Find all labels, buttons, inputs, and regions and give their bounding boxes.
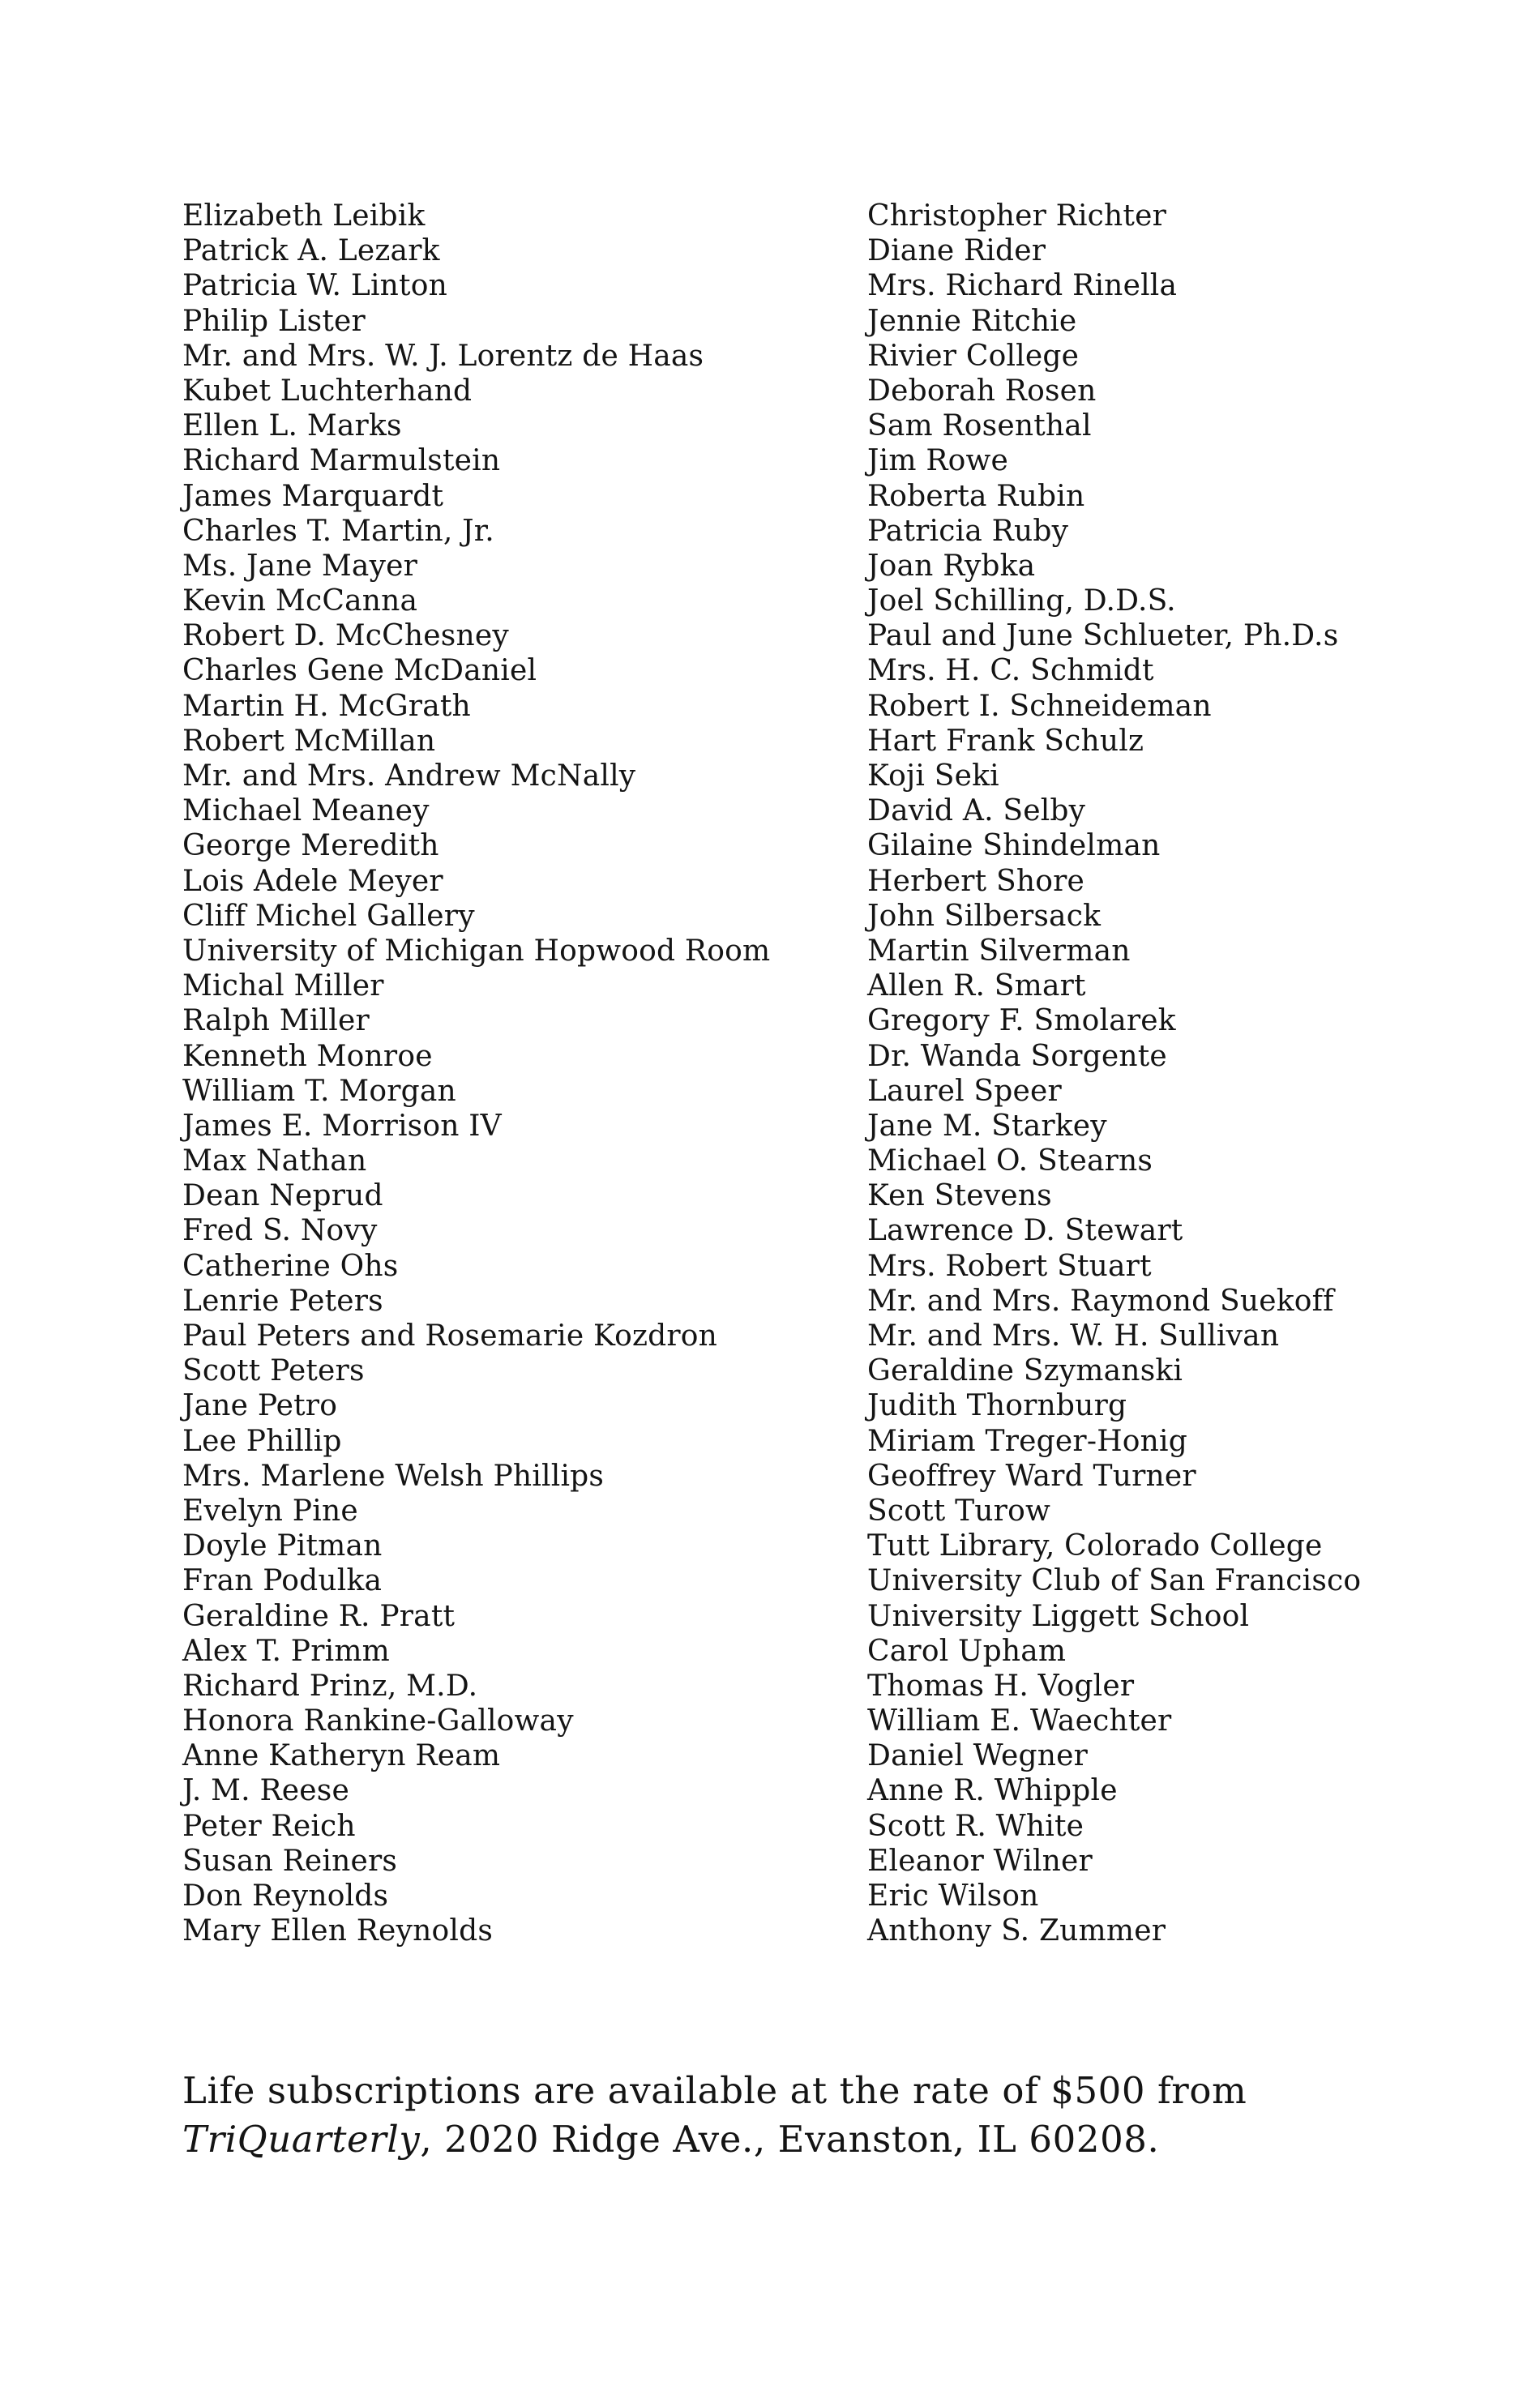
subscriber-name: Eric Wilson [867, 1879, 1039, 1913]
subscriber-name: Ellen L. Marks [182, 409, 402, 443]
subscriber-name: Thomas H. Vogler [867, 1669, 1135, 1703]
subscriber-name: Jennie Ritchie [867, 304, 1077, 338]
subscriber-name: Evelyn Pine [182, 1494, 358, 1528]
subscriber-name: Mrs. Robert Stuart [867, 1249, 1152, 1283]
subscriber-name: Lee Phillip [182, 1424, 342, 1458]
subscriber-name: Judith Thornburg [867, 1389, 1127, 1423]
subscriber-name: Ralph Miller [182, 1004, 370, 1038]
subscriber-name: James E. Morrison IV [182, 1109, 502, 1143]
subscriber-name: Christopher Richter [867, 199, 1167, 233]
subscription-note-line-1: Life subscriptions are available at the rate of $500 from [182, 2069, 1247, 2112]
subscriber-name: Lenrie Peters [182, 1284, 383, 1318]
subscriber-name: William T. Morgan [182, 1074, 456, 1108]
publication-address: , 2020 Ridge Ave., Evanston, IL 60208. [420, 2118, 1160, 2161]
subscriber-list-left [182, 199, 831, 1948]
subscriber-name: Anne R. Whipple [867, 1774, 1118, 1808]
subscriber-name: Geraldine R. Pratt [182, 1599, 456, 1633]
subscriber-name: University of Michigan Hopwood Room [182, 934, 771, 968]
subscriber-name: Charles Gene McDaniel [182, 654, 537, 688]
subscription-note [182, 2067, 1479, 2164]
subscriber-name: Herbert Shore [867, 864, 1085, 898]
subscriber-name: Jim Rowe [867, 444, 1009, 478]
subscriber-name: Mrs. Marlene Welsh Phillips [182, 1459, 605, 1493]
subscriber-name: Mrs. H. C. Schmidt [867, 654, 1154, 688]
subscriber-name: William E. Waechter [867, 1704, 1172, 1738]
subscriber-name: Paul Peters and Rosemarie Kozdron [182, 1319, 718, 1353]
subscriber-name: Don Reynolds [182, 1879, 389, 1913]
subscriber-name: Geraldine Szymanski [867, 1354, 1183, 1388]
subscriber-name: Mr. and Mrs. Raymond Suekoff [867, 1284, 1334, 1318]
subscriber-name: Elizabeth Leibik [182, 199, 426, 233]
subscriber-name: Rivier College [867, 339, 1080, 373]
subscriber-name: Mr. and Mrs. Andrew McNally [182, 759, 636, 793]
subscriber-name: Cliff Michel Gallery [182, 899, 475, 933]
subscriber-name: Tutt Library, Colorado College [867, 1529, 1323, 1563]
subscriber-name: Jane M. Starkey [867, 1109, 1107, 1143]
subscriber-name: Philip Lister [182, 304, 366, 338]
subscriber-name: Anne Katheryn Ream [182, 1739, 501, 1773]
subscription-note-line-2 [182, 2115, 1479, 2164]
subscriber-name: Miriam Treger-Honig [867, 1424, 1188, 1458]
subscriber-name: Sam Rosenthal [867, 409, 1092, 443]
subscriber-name: Mr. and Mrs. W. H. Sullivan [867, 1319, 1280, 1353]
subscriber-name: Diane Rider [867, 234, 1046, 268]
subscriber-name: Mr. and Mrs. W. J. Lorentz de Haas [182, 339, 704, 373]
subscriber-name: John Silbersack [867, 899, 1102, 933]
subscriber-name: Robert I. Schneideman [867, 689, 1212, 723]
subscriber-name: Catherine Ohs [182, 1249, 399, 1283]
subscriber-name: Dr. Wanda Sorgente [867, 1039, 1167, 1073]
subscriber-name: Michael O. Stearns [867, 1144, 1153, 1178]
subscriber-name: James Marquardt [182, 479, 444, 513]
subscriber-name: Patricia Ruby [867, 514, 1069, 548]
subscriber-list-right [867, 199, 1532, 1948]
subscriber-name: Mrs. Richard Rinella [867, 269, 1178, 303]
subscriber-name: Richard Marmulstein [182, 444, 501, 478]
subscriber-name: David A. Selby [867, 794, 1086, 828]
subscriber-name: Gilaine Shindelman [867, 829, 1161, 863]
subscriber-name: Paul and June Schlueter, Ph.D.s [867, 619, 1339, 653]
subscriber-name: University Liggett School [867, 1599, 1250, 1633]
subscriber-name: Hart Frank Schulz [867, 724, 1144, 758]
subscriber-name: Scott R. White [867, 1809, 1084, 1843]
subscriber-name: Susan Reiners [182, 1844, 398, 1878]
subscriber-name: Laurel Speer [867, 1074, 1062, 1108]
subscriber-name: J. M. Reese [182, 1774, 349, 1808]
subscriber-name: Richard Prinz, M.D. [182, 1669, 478, 1703]
subscriber-name: Daniel Wegner [867, 1739, 1089, 1773]
subscriber-name: Martin Silverman [867, 934, 1131, 968]
subscriber-name: Allen R. Smart [867, 969, 1086, 1003]
subscriber-name: Scott Peters [182, 1354, 365, 1388]
subscriber-name: Carol Upham [867, 1634, 1067, 1668]
subscriber-name: Alex T. Primm [182, 1634, 390, 1668]
subscriber-name: Joan Rybka [867, 549, 1036, 583]
subscriber-name: Jane Petro [182, 1389, 338, 1423]
subscriber-name: Michael Meaney [182, 794, 430, 828]
subscriber-name: Lois Adele Meyer [182, 864, 443, 898]
subscriber-name: Honora Rankine-Galloway [182, 1704, 574, 1738]
subscriber-name: Gregory F. Smolarek [867, 1004, 1176, 1038]
subscriber-name: Doyle Pitman [182, 1529, 383, 1563]
subscriber-name: Dean Neprud [182, 1179, 383, 1213]
subscriber-name: George Meredith [182, 829, 439, 863]
subscriber-name: Ken Stevens [867, 1179, 1052, 1213]
subscriber-name: Geoffrey Ward Turner [867, 1459, 1196, 1493]
subscriber-name: Fran Podulka [182, 1564, 383, 1598]
subscriber-name: Robert McMillan [182, 724, 436, 758]
publication-name: TriQuarterly [182, 2118, 421, 2161]
subscriber-name: Fred S. Novy [182, 1214, 378, 1248]
subscriber-name: Kevin McCanna [182, 584, 418, 618]
subscriber-name: Peter Reich [182, 1809, 356, 1843]
subscriber-name: Deborah Rosen [867, 374, 1097, 408]
subscriber-name: Patricia W. Linton [182, 269, 447, 303]
subscriber-name: Mary Ellen Reynolds [182, 1914, 493, 1948]
subscriber-name: Martin H. McGrath [182, 689, 471, 723]
subscriber-name: Koji Seki [867, 759, 999, 793]
subscriber-name: Lawrence D. Stewart [867, 1214, 1183, 1248]
subscriber-name: Ms. Jane Mayer [182, 549, 418, 583]
subscriber-name: Anthony S. Zummer [867, 1914, 1166, 1948]
subscriber-name: Kubet Luchterhand [182, 374, 473, 408]
subscriber-name: Joel Schilling, D.D.S. [867, 584, 1176, 618]
subscriber-name: Patrick A. Lezark [182, 234, 440, 268]
subscriber-name: Kenneth Monroe [182, 1039, 433, 1073]
subscriber-name: Michal Miller [182, 969, 384, 1003]
subscriber-name: Charles T. Martin, Jr. [182, 514, 494, 548]
subscriber-name: Roberta Rubin [867, 479, 1085, 513]
subscriber-name: University Club of San Francisco [867, 1564, 1362, 1598]
subscriber-name: Scott Turow [867, 1494, 1050, 1528]
subscriber-name: Max Nathan [182, 1144, 367, 1178]
subscriber-name: Robert D. McChesney [182, 619, 509, 653]
subscriber-name: Eleanor Wilner [867, 1844, 1093, 1878]
